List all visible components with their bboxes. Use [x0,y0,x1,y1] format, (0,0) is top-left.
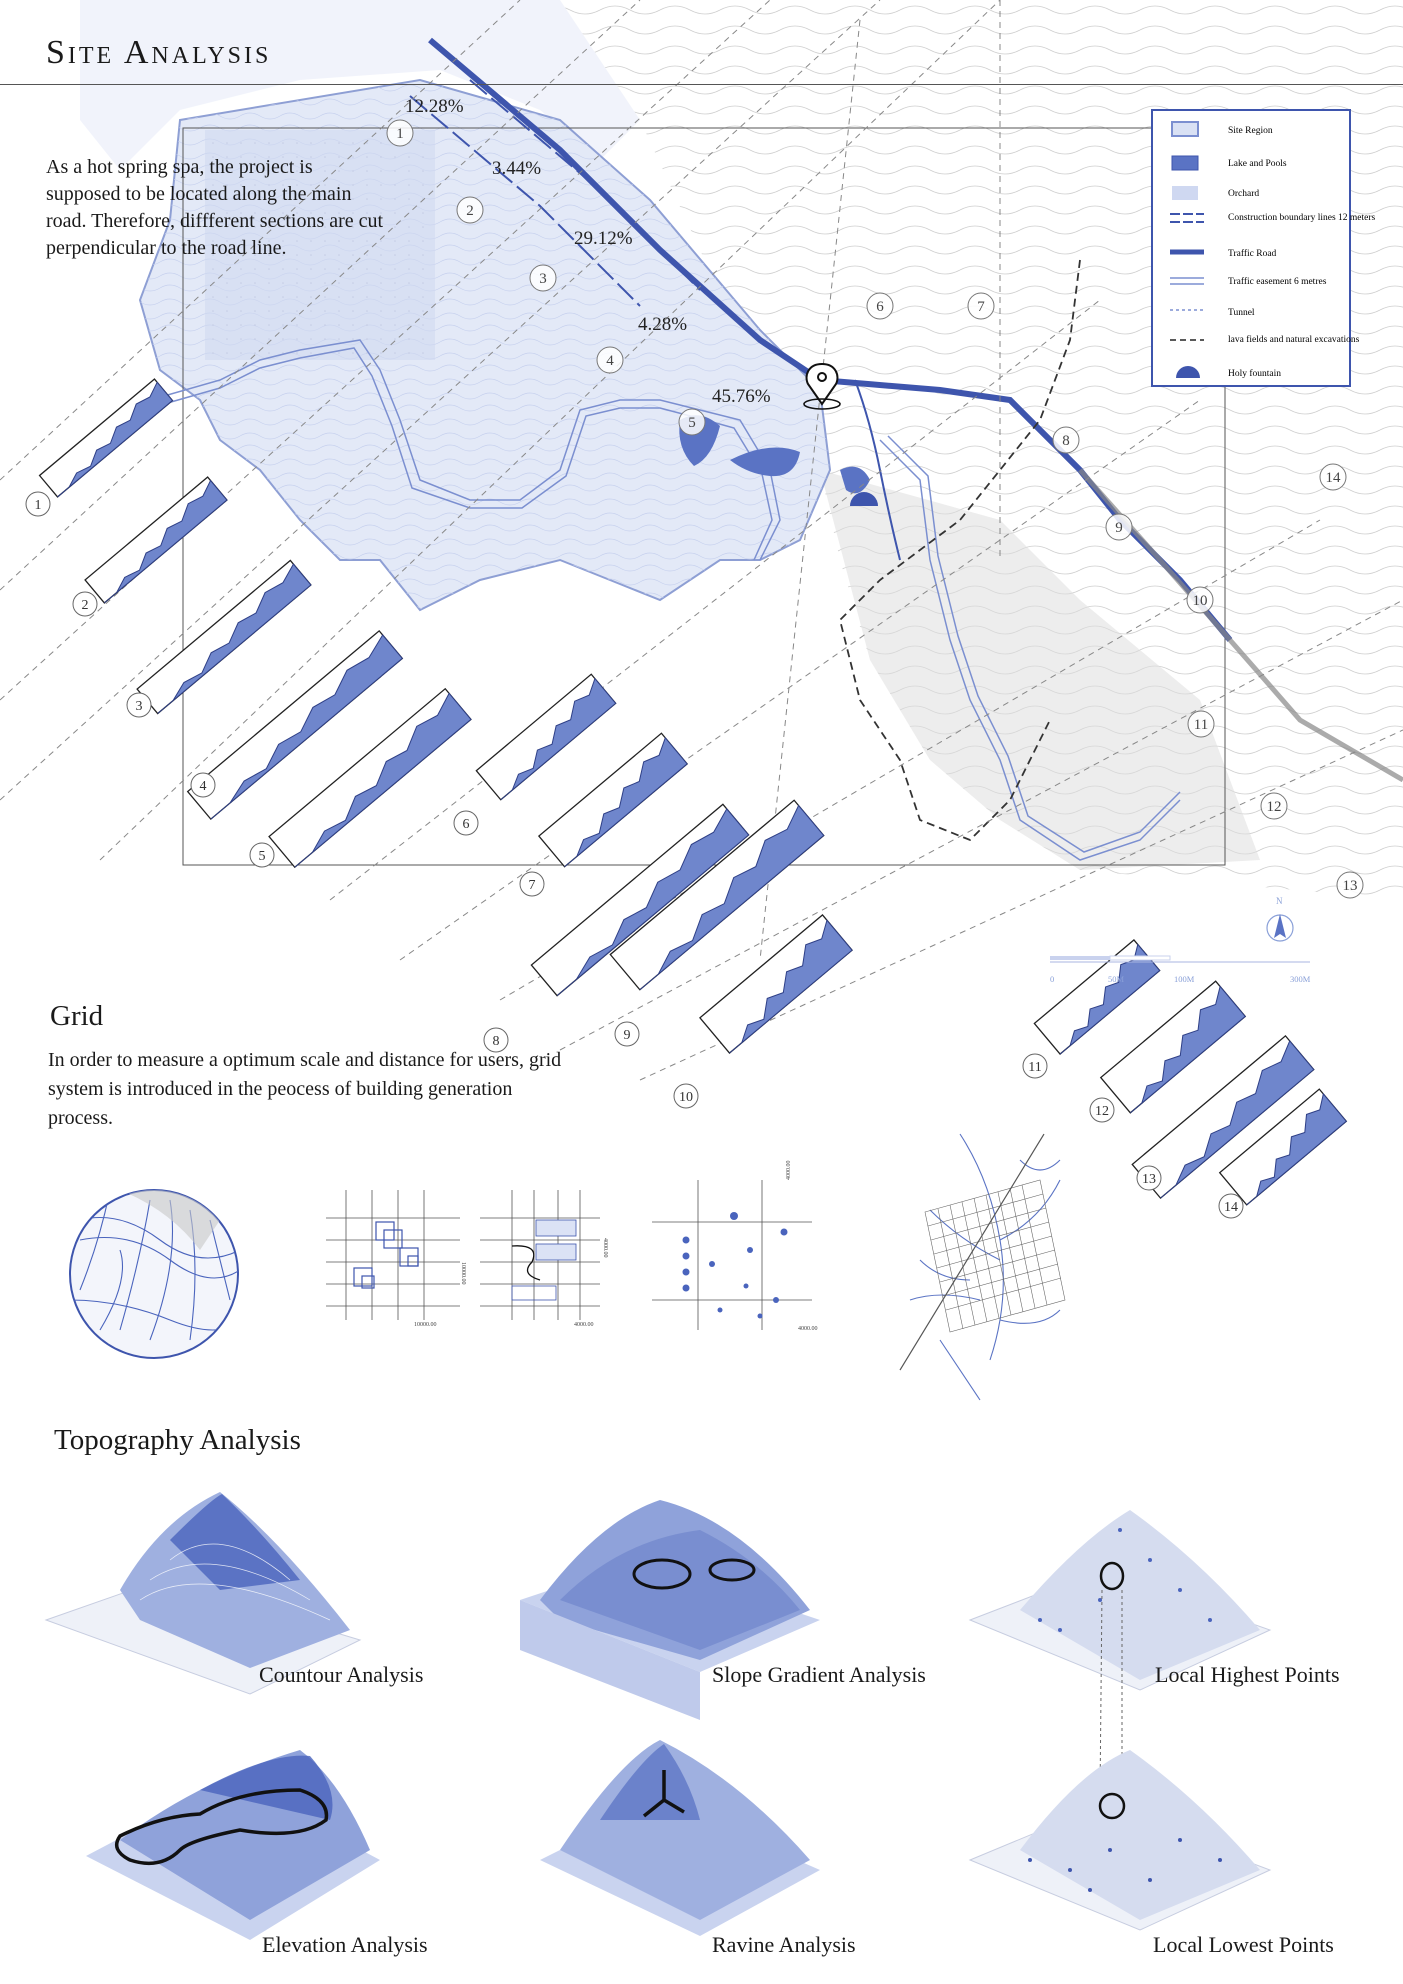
map-section-tag-label: 2 [466,203,474,219]
legend-easement: Traffic easement 6 metres [1228,277,1327,287]
section-profile-3 [137,560,311,713]
section-number-label: 10 [679,1090,693,1105]
section-number-tag [520,872,544,896]
caption-elevation: Elevation Analysis [262,1932,428,1957]
title-rule [0,84,1403,85]
legend-lake: Lake and Pools [1228,159,1287,169]
ravine-model [540,1740,820,1936]
lowest-points-model [970,1750,1270,1930]
section-profile-7 [539,733,687,866]
map-section-tag-label: 13 [1342,878,1358,894]
grid-diagram-3 [652,1180,812,1330]
section-number-tag [26,492,50,516]
legend-lava: lava fields and natural excavations [1228,335,1360,345]
section-profile-6 [476,674,615,800]
map-section-tag-label: 3 [539,271,547,287]
dim-label: 10000.00 [460,1262,466,1285]
section-number-tag [1090,1098,1114,1122]
section-profile-10 [700,915,852,1053]
legend-traffic-road: Traffic Road [1228,249,1277,259]
section-number-tag [674,1084,698,1108]
site-intro-text: As a hot spring spa, the project is supposed to be located along the main road. Therefore, diffferent sections are cut perpendicular to the road line. [46,156,384,259]
section-number-tag [250,843,274,867]
orchard-swatch [1172,186,1198,200]
north-arrow-icon [1267,896,1293,941]
lake-swatch [1172,156,1198,170]
grid-description: In order to measure a optimum scale and distance for users, grid system is introduced in the peocess of building generation process. [48,1049,562,1129]
section-number-tag [191,773,215,797]
section-number-label: 9 [623,1028,631,1043]
dim-label: 10000.00 [414,1322,437,1328]
legend-site-region: Site Region [1228,126,1273,136]
caption-highest: Local Highest Points [1155,1662,1340,1687]
grid-diagram-2 [480,1190,600,1320]
map-section-tag-label: 7 [977,299,985,315]
elevation-model [86,1750,380,1940]
section-number-label: 3 [135,699,143,714]
svg-text:50M: 50M [1108,974,1125,984]
slope-label: 29.12% [574,228,633,249]
map-section-tag-label: 14 [1325,470,1341,486]
section-profile-2 [85,477,227,603]
svg-text:100M: 100M [1174,974,1195,984]
slope-label: 45.76% [712,386,771,407]
caption-lowest: Local Lowest Points [1153,1932,1334,1957]
highest-points-model [970,1510,1270,1796]
section-number-label: 6 [462,817,470,832]
slope-label: 4.28% [638,314,688,335]
dim-label: 4000.00 [798,1326,818,1332]
section-number-label: 14 [1224,1200,1238,1215]
section-number-tag [1023,1054,1047,1078]
map-section-tag-label: 11 [1193,717,1209,733]
map-section-tag-label: 1 [396,126,404,142]
terrain-circle [70,1190,240,1358]
slope-label: 12.28% [405,96,464,117]
section-profile-1 [40,379,173,497]
map-section-tag-label: 10 [1192,593,1208,609]
map-section-tag-label: 9 [1115,520,1123,536]
caption-ravine: Ravine Analysis [712,1932,856,1957]
section-number-label: 1 [34,498,42,513]
legend-tunnel: Tunnel [1228,308,1255,318]
svg-text:300M: 300M [1290,974,1311,984]
section-number-tag [615,1022,639,1046]
section-number-tag [73,592,97,616]
slope-label: 3.44% [492,158,542,179]
page-title: Site Analysis [46,34,272,71]
section-number-label: 4 [199,779,207,794]
site-region-swatch [1172,122,1198,136]
section-number-label: 8 [492,1034,500,1049]
topography-models [0,1480,1403,1984]
topography-heading: Topography Analysis [54,1424,301,1456]
legend-fountain: Holy fountain [1228,369,1282,379]
section-number-tag [454,811,478,835]
grid-heading: Grid [50,1000,104,1032]
map-section-tag-label: 12 [1266,799,1282,815]
section-number-label: 12 [1095,1104,1109,1119]
dim-label: 4000.00 [574,1322,594,1328]
legend-construction: Construction boundary lines 12 meters [1228,213,1376,223]
section-number-tag [127,693,151,717]
section-number-label: 5 [258,849,266,864]
section-number-label: 13 [1142,1172,1156,1187]
legend [1152,110,1376,386]
legend-orchard: Orchard [1228,189,1260,199]
grid-diagram-1 [326,1190,460,1320]
map-section-tag-label: 6 [876,299,884,315]
caption-slope: Slope Gradient Analysis [712,1662,926,1687]
svg-text:0: 0 [1050,974,1055,984]
grid-diagrams [0,1130,1403,1410]
dim-label: 4000.00 [786,1160,792,1180]
map-section-tag-label: 8 [1062,433,1070,449]
section-number-label: 7 [528,878,536,893]
grid-river-diagram [900,1134,1065,1400]
map-section-tag-label: 5 [688,415,696,431]
caption-contour: Countour Analysis [259,1662,424,1687]
svg-text:N: N [1276,896,1283,906]
section-number-label: 11 [1028,1060,1042,1075]
section-number-label: 2 [81,598,89,613]
dim-label: 4000.00 [602,1238,608,1258]
map-section-tag-label: 4 [606,353,614,369]
